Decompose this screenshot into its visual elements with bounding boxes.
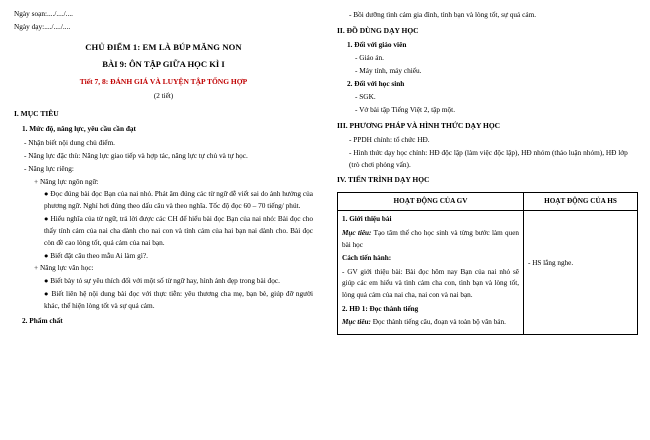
activity-objective-label: Mục tiêu: xyxy=(342,228,372,237)
column-header-student: HOẠT ĐỘNG CỦA HS xyxy=(524,192,638,211)
table-header-row xyxy=(338,192,638,211)
literature-competence-item-text: Biết liên hệ nội dung bài đọc với thực tiễn: yêu thương cha mẹ, bạn bè, giúp đỡ người khác, thể hiện lòng tốt và sự quả cảm. xyxy=(44,288,313,310)
language-competence-heading: + Năng lực ngôn ngữ: xyxy=(34,176,99,186)
student-material-item: - SGK. xyxy=(355,92,376,102)
teacher-material-item: - Giáo án. xyxy=(355,52,384,62)
method-item: - PPDH chính: tổ chức HĐ. xyxy=(349,134,430,144)
teacher-material-item: - Máy tính, máy chiếu. xyxy=(355,65,422,75)
student-material-item: - Vở bài tập Tiếng Việt 2, tập một. xyxy=(355,105,456,115)
title-period: Tiết 7, 8: ĐÁNH GIÁ VÀ LUYỆN TẬP TỔNG HỢP xyxy=(79,77,248,87)
activity-objective-text: Tạo tâm thế cho học sinh và từng bước làm quen bài học xyxy=(342,228,519,249)
title-duration: (2 tiết) xyxy=(153,91,174,100)
title-lesson: BÀI 9: ÔN TẬP GIỮA HỌC KÌ I xyxy=(102,58,225,69)
section-materials-heading: II. ĐỒ DÙNG DẠY HỌC xyxy=(337,25,419,35)
teacher-activity-cell xyxy=(338,211,524,335)
section-objectives-heading: I. MỤC TIÊU xyxy=(14,109,59,119)
section-procedure-heading: IV. TIẾN TRÌNH DẠY HỌC xyxy=(337,175,430,185)
activity-step-title: 1. Giới thiệu bài xyxy=(342,215,392,224)
literature-competence-item-text: Biết bày tỏ sự yêu thích đối với một số từ ngữ hay, hình ảnh đẹp trong bài đọc. xyxy=(50,276,280,286)
subsection-quality-heading: 2. Phẩm chất xyxy=(22,315,63,325)
student-materials-heading: 2. Đối với học sinh xyxy=(347,79,405,89)
language-competence-item-text: Biết đặt câu theo mẫu Ai làm gì?. xyxy=(50,250,148,260)
section-methods-heading: III. PHƯƠNG PHÁP VÀ HÌNH THỨC DẠY HỌC xyxy=(337,120,501,130)
subsection-level-heading: 1. Mức độ, năng lực, yêu cầu cần đạt xyxy=(22,124,136,134)
student-activity-cell xyxy=(524,211,638,335)
language-competence-item-text: Đọc đúng bài đọc Bạn của nai nhỏ. Phát âm đúng các từ ngữ dễ viết sai do ảnh hưởng của phương ngữ. Nghỉ hơi đúng theo dấu câu và theo nghĩa. Tốc độ đọc 60 – 70 tiếng/ phút. xyxy=(44,189,313,211)
teacher-materials-heading: 1. Đối với giáo viên xyxy=(347,39,407,49)
title-theme: CHỦ ĐIỂM 1: EM LÀ BÚP MĂNG NON xyxy=(85,41,242,52)
activity-objective xyxy=(342,228,519,251)
activity-objective xyxy=(342,317,519,329)
language-competence-item-text: Hiểu nghĩa của từ ngữ, trả lời được các CH để hiểu bài đọc Bạn của nai nhỏ: Bài đọc cho thấy tính cảm của nai cha dành cho nai con và tính cảm của hai bạn nai dành cho. Bài đọc còn đề cao lòng tốt, quả cảm của nai bạn. xyxy=(44,214,313,247)
right-column xyxy=(325,0,650,440)
objective-item: - Nhận biết nội dung chủ điểm. xyxy=(24,138,115,148)
literature-competence-item: ● Biết bày tỏ sự yêu thích đối với một số từ ngữ hay, hình ảnh đẹp trong bài đọc. xyxy=(44,276,280,286)
language-competence-item: ● Đọc đúng bài đọc Bạn của nai nhỏ. Phát âm đúng các từ ngữ dễ viết sai do ảnh hưởng của phương ngữ. Nghỉ hơi đúng theo dấu câu và theo nghĩa. Tốc độ đọc 60 – 70 tiếng/ phút. xyxy=(44,189,313,211)
activity-step-title: 2. HĐ 1: Đọc thành tiếng xyxy=(342,304,419,313)
activity-detail: - GV giới thiệu bài: Bài đọc hôm nay Bạn của nai nhỏ sẽ giúp các em hiểu và tình cảm cha con, tình bạn và lòng tốt, lòng quả cảm của nai cha, nai con và nai bạn. xyxy=(342,267,519,300)
document-title-block xyxy=(14,41,313,103)
literature-competence-heading: + Năng lực văn học: xyxy=(34,263,94,273)
activity-table xyxy=(337,192,638,336)
date-teach: Ngày dạy:..../..../.... xyxy=(14,21,71,31)
method-item: - Hình thức dạy học chính: HĐ độc lập (làm việc độc lập), HĐ nhóm (thảo luận nhóm), HĐ lớp (trò chơi phỏng vấn). xyxy=(349,147,628,169)
activity-objective-text: Đọc thành tiếng câu, đoạn và toàn bộ văn bản. xyxy=(372,318,506,327)
literature-competence-item: ● Biết liên hệ nội dung bài đọc với thực tiễn: yêu thương cha mẹ, bạn bè, giúp đỡ người khác, thể hiện lòng tốt và sự quả cảm. xyxy=(44,288,313,310)
activity-procedure-label: Cách tiến hành: xyxy=(342,254,392,263)
objective-item: - Năng lực đặc thù: Năng lực giao tiếp và hợp tác, năng lực tự chủ và tự học. xyxy=(24,151,248,161)
activity-objective-label: Mục tiêu: xyxy=(342,318,371,327)
quality-item: - Bồi dưỡng tình cảm gia đình, tình bạn và lòng tốt, sự quả cảm. xyxy=(349,10,537,19)
column-header-teacher: HOẠT ĐỘNG CỦA GV xyxy=(338,192,524,211)
date-compose: Ngày soạn:..../..../.... xyxy=(14,9,73,18)
language-competence-item: ● Hiểu nghĩa của từ ngữ, trả lời được các CH để hiểu bài đọc Bạn của nai nhỏ: Bài đọc cho thấy tính cảm của nai cha dành cho nai con và tính cảm của hai bạn nai dành cho. Bài đọc còn đề cao lòng tốt, quả cảm của nai bạn. xyxy=(44,214,313,247)
table-row xyxy=(338,211,638,335)
student-activity-text: - HS lắng nghe. xyxy=(528,259,574,268)
language-competence-item: ● Biết đặt câu theo mẫu Ai làm gì?. xyxy=(44,250,148,260)
objective-item: - Năng lực riêng: xyxy=(24,163,74,173)
